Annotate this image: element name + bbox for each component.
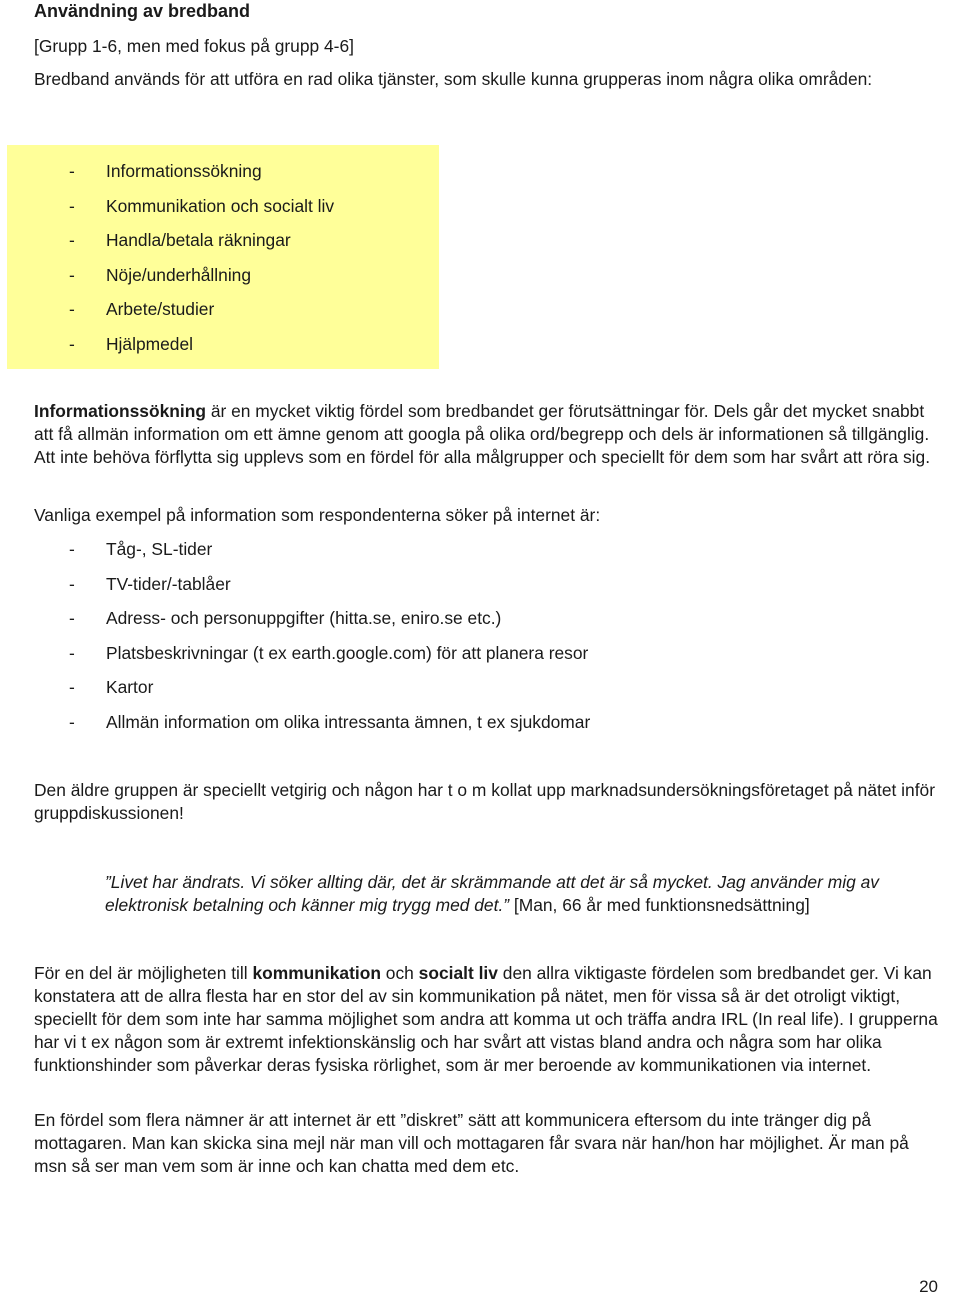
list-dash: - (69, 573, 75, 594)
komm-text-1: För en del är möjligheten till (34, 963, 253, 983)
areas-list (69, 160, 429, 367)
area-item (69, 160, 429, 195)
examples-list (69, 538, 949, 745)
area-label: Handla/betala räkningar (106, 230, 291, 250)
list-dash: - (69, 608, 75, 628)
info-text: är en mycket viktig fördel som bredbandet ger förutsättningar för. Dels går det mycket snabbt att få allmän information om ett ämne genom att googla på olika ord/begrepp och dels är informationen så tillgänglig. Att inte behöva förflytta sig upplevs som en fördel för alla målgrupper och speciellt för dem som har svårt att röra sig. (34, 401, 931, 467)
communication-paragraph (34, 962, 939, 1077)
section-heading: Användning av bredband (34, 1, 251, 21)
komm-bold-2: socialt liv (418, 963, 498, 983)
komm-text-2: och (380, 963, 419, 983)
elder-group-paragraph: Den äldre gruppen är speciellt vetgirig och någon har t o m kollat upp marknadsundersökningsföretaget på nätet inför gruppdiskussionen! (34, 780, 935, 823)
list-dash: - (69, 677, 75, 697)
discreet-paragraph: En fördel som flera nämner är att internet är ett ”diskret” sätt att kommunicera eftersom du inte tränger dig på mottagaren. Man kan skicka sina mejl när man vill och mottagaren får svara när han/hon har möjlighet. Är man på msn så ser man vem som är inne och kan chatta med dem etc. (34, 1110, 909, 1176)
list-dash: - (69, 539, 75, 559)
area-label: Informationssökning (106, 161, 262, 181)
example-item (69, 573, 949, 608)
information-paragraph (34, 400, 939, 469)
example-item (69, 538, 949, 573)
example-item (69, 676, 949, 711)
komm-text-3: den allra viktigaste fördelen som bredbandet ger. Vi kan konstatera att de allra flesta har en stor del av sin kommunikation på nätet, men för vissa så är det otroligt viktigt, speciellt för dem som inte har samma möjlighet som andra att komma ut och träffa andra IRL (In real life). I grupperna har vi t ex någon som är extremt infektionskänslig och har svårt att vistas bland andra och några som har olika funktionshinder som påverkar deras fysiska rörlighet, som är mer beroende av kommunikationen via internet. (34, 963, 938, 1075)
group-note: [Grupp 1-6, men med fokus på grupp 4-6] (34, 36, 354, 56)
list-dash: - (69, 642, 75, 663)
example-item (69, 642, 949, 677)
quote-text: ”Livet har ändrats. Vi söker allting där, det är skrämmande att det är så mycket. Jag använder mig av elektronisk betalning och känner mig trygg med det.” (105, 872, 879, 915)
examples-intro: Vanliga exempel på information som respondenterna söker på internet är: (34, 505, 601, 525)
example-item (69, 711, 949, 746)
area-label: Kommunikation och socialt liv (106, 195, 335, 216)
example-label: Adress- och personuppgifter (hitta.se, eniro.se etc.) (106, 608, 502, 628)
example-label: Allmän information om olika intressanta ämnen, t ex sjukdomar (106, 711, 591, 732)
example-label: TV-tider/-tablåer (106, 573, 231, 594)
area-item (69, 264, 429, 299)
area-item (69, 229, 429, 264)
komm-bold-1: kommunikation (252, 963, 381, 983)
example-label: Tåg-, SL-tider (106, 539, 213, 559)
quote-attribution: [Man, 66 år med funktionsnedsättning] (509, 895, 810, 915)
area-label: Arbete/studier (106, 299, 215, 319)
list-dash: - (69, 299, 75, 319)
list-dash: - (69, 230, 75, 250)
list-dash: - (69, 161, 75, 181)
example-item (69, 607, 949, 642)
area-item (69, 298, 429, 333)
list-dash: - (69, 195, 75, 216)
info-bold-lead: Informationssökning (34, 401, 206, 421)
example-label: Platsbeskrivningar (t ex earth.google.com) för att planera resor (106, 642, 589, 663)
page-number: 20 (919, 1277, 938, 1296)
list-dash: - (69, 333, 75, 354)
area-item (69, 195, 429, 230)
area-label: Nöje/underhållning (106, 264, 252, 285)
area-item (69, 333, 429, 368)
list-dash: - (69, 711, 75, 732)
list-dash: - (69, 264, 75, 285)
area-label: Hjälpmedel (106, 333, 193, 354)
example-label: Kartor (106, 677, 154, 697)
intro-paragraph: Bredband används för att utföra en rad olika tjänster, som skulle kunna grupperas inom några olika områden: (34, 69, 873, 89)
respondent-quote (105, 871, 957, 917)
